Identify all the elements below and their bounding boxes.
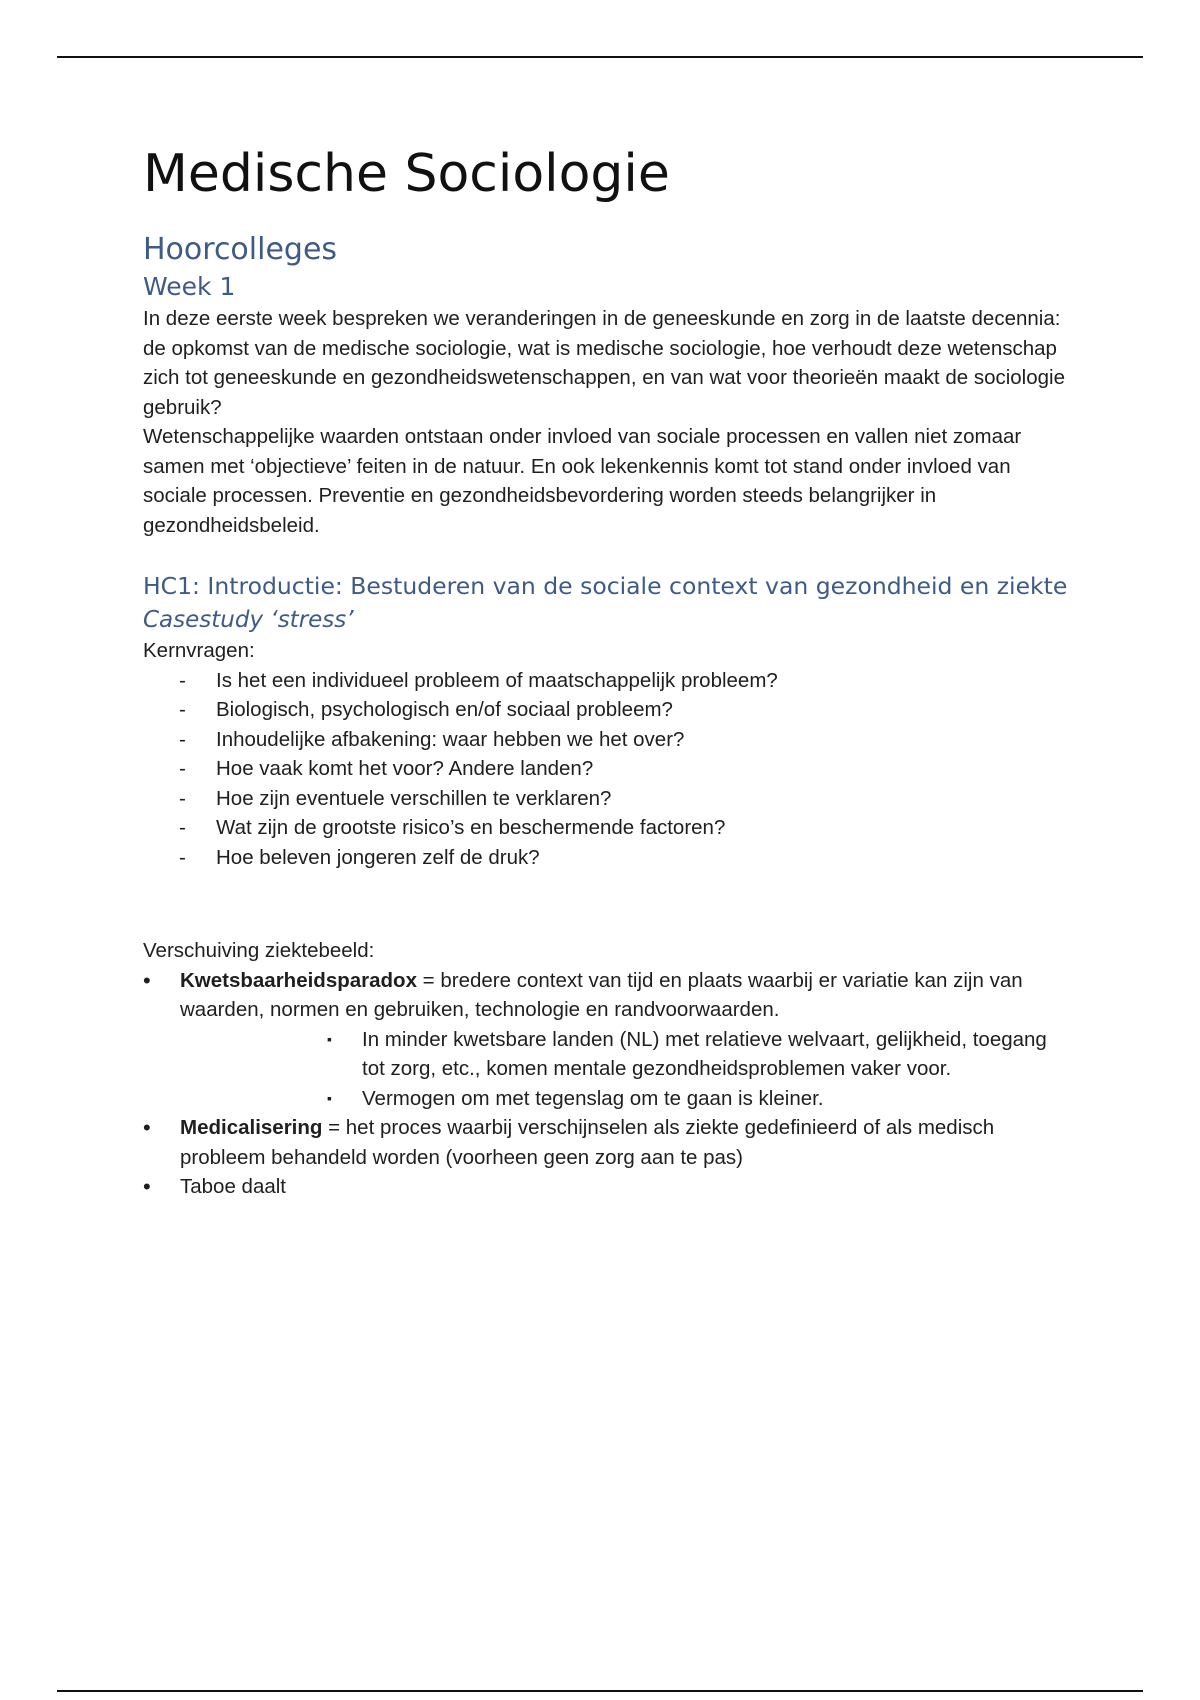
kernvragen-list: [143, 666, 1073, 873]
verschuiving-list: [143, 966, 1073, 1202]
square-bullet-marker: ▪: [327, 1030, 332, 1047]
dash-marker: -: [179, 757, 186, 780]
list-item: [143, 966, 1073, 1114]
dash-marker: -: [179, 786, 186, 810]
week-heading: Week 1: [143, 272, 236, 301]
list-item-text: Hoe beleven jongeren zelf de druk?: [216, 845, 540, 869]
sub-list-item-text: Vermogen om met tegenslag om te gaan is kleiner.: [362, 1086, 824, 1110]
document-page: [143, 138, 1073, 1202]
dash-marker: -: [179, 668, 186, 692]
header-rule: [57, 56, 1143, 58]
term: Medicalisering: [180, 1116, 323, 1139]
verschuiving-label: Verschuiving ziektebeeld:: [143, 939, 375, 962]
list-item-text: Wat zijn de grootste risico’s en beschermende factoren?: [216, 816, 726, 839]
list-item: [143, 843, 1073, 873]
dash-marker: -: [179, 698, 186, 721]
bullet-marker: •: [143, 967, 151, 993]
document-title: Medische Sociologie: [143, 144, 670, 204]
list-item: [143, 725, 1073, 755]
bullet-marker: •: [143, 1115, 151, 1140]
sub-list: [180, 1025, 1073, 1114]
intro-paragraph: Wetenschappelijke waarden ontstaan onder invloed van sociale processen en vallen niet zomaar samen met ‘objectieve’ feiten in de natuur. En ook lekenkennis komt tot stand onder invloed van sociale processen. Preventie en gezondheidsbevordering worden steeds belangrijker in gezondheidsbeleid.: [143, 425, 1022, 537]
list-item-text: Is het een individueel probleem of maatschappelijk probleem?: [216, 668, 778, 692]
square-bullet-marker: ▪: [327, 1089, 332, 1106]
list-item-text: Biologisch, psychologisch en/of sociaal probleem?: [216, 698, 673, 721]
list-item: [143, 695, 1073, 725]
lecture-heading: HC1: Introductie: Bestuderen van de sociale context van gezondheid en ziekte: [143, 572, 1068, 600]
sub-list-item: [180, 1084, 1073, 1114]
term: Kwetsbaarheidsparadox: [180, 968, 417, 992]
dash-marker: -: [179, 727, 186, 751]
spacer: [143, 872, 1073, 936]
list-item: [143, 754, 1073, 784]
dash-marker: -: [179, 845, 186, 869]
list-item: [143, 784, 1073, 814]
kernvragen-label: Kernvragen:: [143, 639, 255, 662]
intro-paragraph: In deze eerste week bespreken we veranderingen in de geneeskunde en zorg in de laatste decennia: de opkomst van de medische sociologie, wat is medische sociologie, hoe verhoudt deze wetenschap zich tot geneeskunde en gezondheidswetenschappen, en van wat voor theorieën maakt de sociologie gebruik?: [143, 307, 1065, 419]
bullet-marker: •: [143, 1174, 151, 1199]
list-item-text: Taboe daalt: [180, 1175, 287, 1198]
list-item: [143, 813, 1073, 843]
list-item: [143, 666, 1073, 696]
list-item: [143, 1172, 1073, 1202]
definition: = bredere context van tijd en plaats waarbij er variatie kan zijn van waarden, normen en gebruiken, technologie en randvoorwaarden.: [180, 968, 1023, 1021]
dash-marker: -: [179, 816, 186, 839]
list-item-text: Inhoudelijke afbakening: waar hebben we het over?: [216, 727, 685, 751]
definition: = het proces waarbij verschijnselen als ziekte gedefinieerd of als medisch probleem behandeld worden (voorheen geen zorg aan te pas): [180, 1116, 995, 1169]
list-item: [143, 1113, 1073, 1172]
sub-list-item-text: In minder kwetsbare landen (NL) met relatieve welvaart, gelijkheid, toegang tot zorg, etc., komen mentale gezondheidsproblemen vaker voor.: [362, 1027, 1047, 1080]
footer-rule: [57, 1690, 1143, 1692]
case-heading: Casestudy ‘stress’: [143, 607, 354, 633]
section-heading: Hoorcolleges: [143, 232, 338, 267]
sub-list-item: [180, 1025, 1073, 1084]
list-item-text: Hoe zijn eventuele verschillen te verklaren?: [216, 786, 612, 810]
list-item-text: Hoe vaak komt het voor? Andere landen?: [216, 757, 594, 780]
